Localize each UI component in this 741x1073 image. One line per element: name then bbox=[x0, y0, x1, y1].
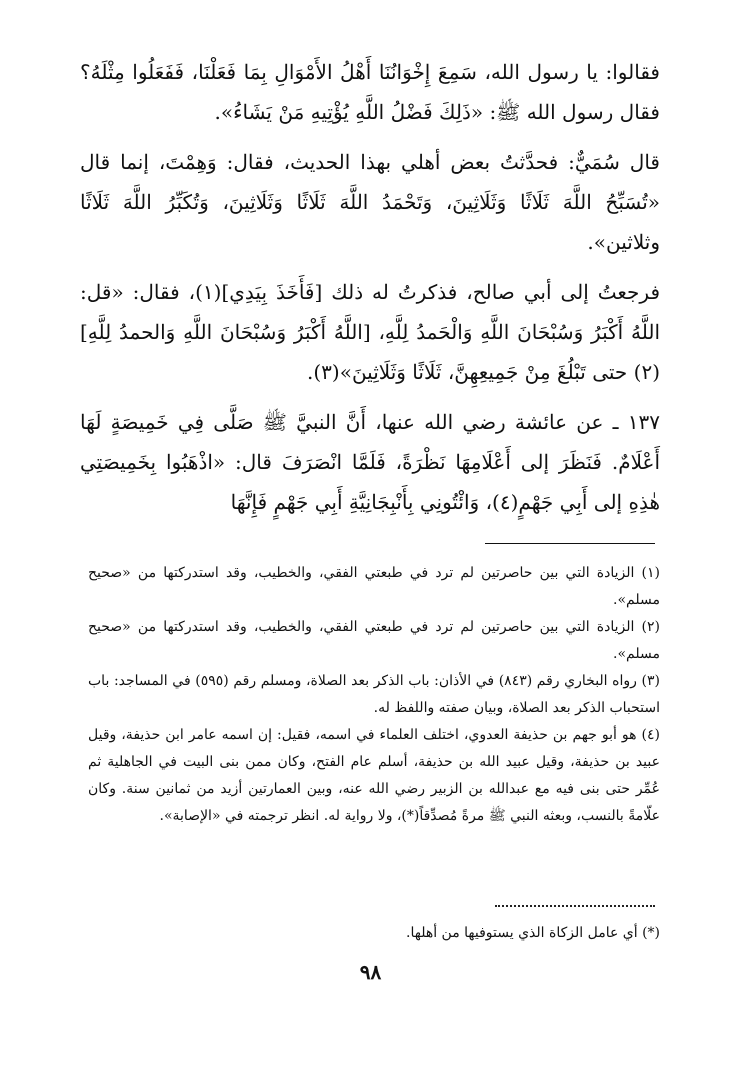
footnotes bbox=[88, 560, 660, 830]
paragraph: فقالوا: يا رسول الله، سَمِعَ إِخْوَانُنَا أَهْلُ الأَمْوَالِ بِمَا فَعَلْنَا، فَفَعَلُوا مِثْلَهُ؟ فقال رسول الله ﷺ: «ذَلِكَ فَضْلُ اللَّهِ يُؤْتِيهِ مَنْ يَشَاءُ». bbox=[80, 60, 660, 124]
footnote-3: (٣) رواه البخاري رقم (٨٤٣) في الأذان: باب الذكر بعد الصلاة، ومسلم رقم (٥٩٥) في المساجد: باب استحباب الذكر بعد الصلاة، وبيان صفته واللفظ له. bbox=[88, 673, 660, 716]
main-text bbox=[80, 52, 660, 522]
page-number: ٩٨ bbox=[359, 960, 382, 984]
paragraph: فرجعتُ إلى أبي صالح، فذكرتُ له ذلك [فَأَخَذَ بِيَدِي](١)، فقال: «قل: اللَّهُ أَكْبَرُ وَسُبْحَانَ اللَّهِ وَالْحَمدُ لِلَّهِ، [اللَّهُ أَكْبَرُ وَسُبْحَانَ اللَّهِ وَالحمدُ لِلَّهِ](٢) حتى تَبْلُغَ مِنْ جَمِيعِهِنَّ، ثَلَاثًا وَثَلَاثِينَ»(٣). bbox=[80, 280, 661, 384]
footnote-1: (١) الزيادة التي بين حاصرتين لم ترد في طبعتي الفقي، والخطيب، وقد استدركتها من «صحيح مسلم». bbox=[88, 565, 660, 608]
paragraph: قال سُمَيٌّ: فحدَّثتُ بعض أهلي بهذا الحديث، فقال: وَهِمْتَ، إنما قال «تُسَبِّحُ اللَّهَ ثَلَاثًا وَثَلَاثِينَ، وَتَحْمَدُ اللَّهَ ثَلَاثًا وَثَلَاثِينَ، وَتُكَبِّرُ اللَّهَ ثَلَاثًا وثلاثين». bbox=[80, 150, 660, 254]
footnote-4: (٤) هو أبو جهم بن حذيفة العدوي، اختلف العلماء في اسمه، فقيل: إن اسمه عامر ابن حذيفة، وقيل عبيد بن حذيفة، وقيل عبيد الله بن حذيفة، أسلم عام الفتح، وكان ممن بنى البيت في الجاهلية ثم عُمِّر حتى بنى فيه مع عبدالله بن الزبير رضي الله عنه، وبين العمارتين أزيد من ثمانين سنة. وكان علّامةً بالنسب، وبعثه النبي ﷺ مرةً مُصدِّقاً(*)، ولا رواية له. انظر ترجمته في «الإصابة». bbox=[88, 727, 660, 824]
footnote-2: (٢) الزيادة التي بين حاصرتين لم ترد في طبعتي الفقي، والخطيب، وقد استدركتها من «صحيح مسلم». bbox=[88, 619, 660, 662]
footnote-divider bbox=[485, 543, 655, 544]
subnote: (*) أي عامل الزكاة الذي يستوفيها من أهلها. bbox=[406, 925, 660, 941]
paragraph-hadith-137: ١٣٧ ـ عن عائشة رضي الله عنها، أَنَّ النبيَّ ﷺ صَلَّى فِي خَمِيصَةٍ لَهَا أَعْلَامٌ. فَنَظَرَ إلى أَعْلَامِهَا نَظْرَةً، فَلَمَّا انْصَرَفَ قال: «اذْهَبُوا بِخَمِيصَتِي هٰذِهِ إلى أَبِي جَهْمٍ(٤)، وَائْتُونِي بِأَنْبِجَانِيَّةِ أَبِي جَهْمٍ فَإِنَّهَا bbox=[80, 410, 660, 514]
subnote-divider bbox=[495, 905, 655, 907]
